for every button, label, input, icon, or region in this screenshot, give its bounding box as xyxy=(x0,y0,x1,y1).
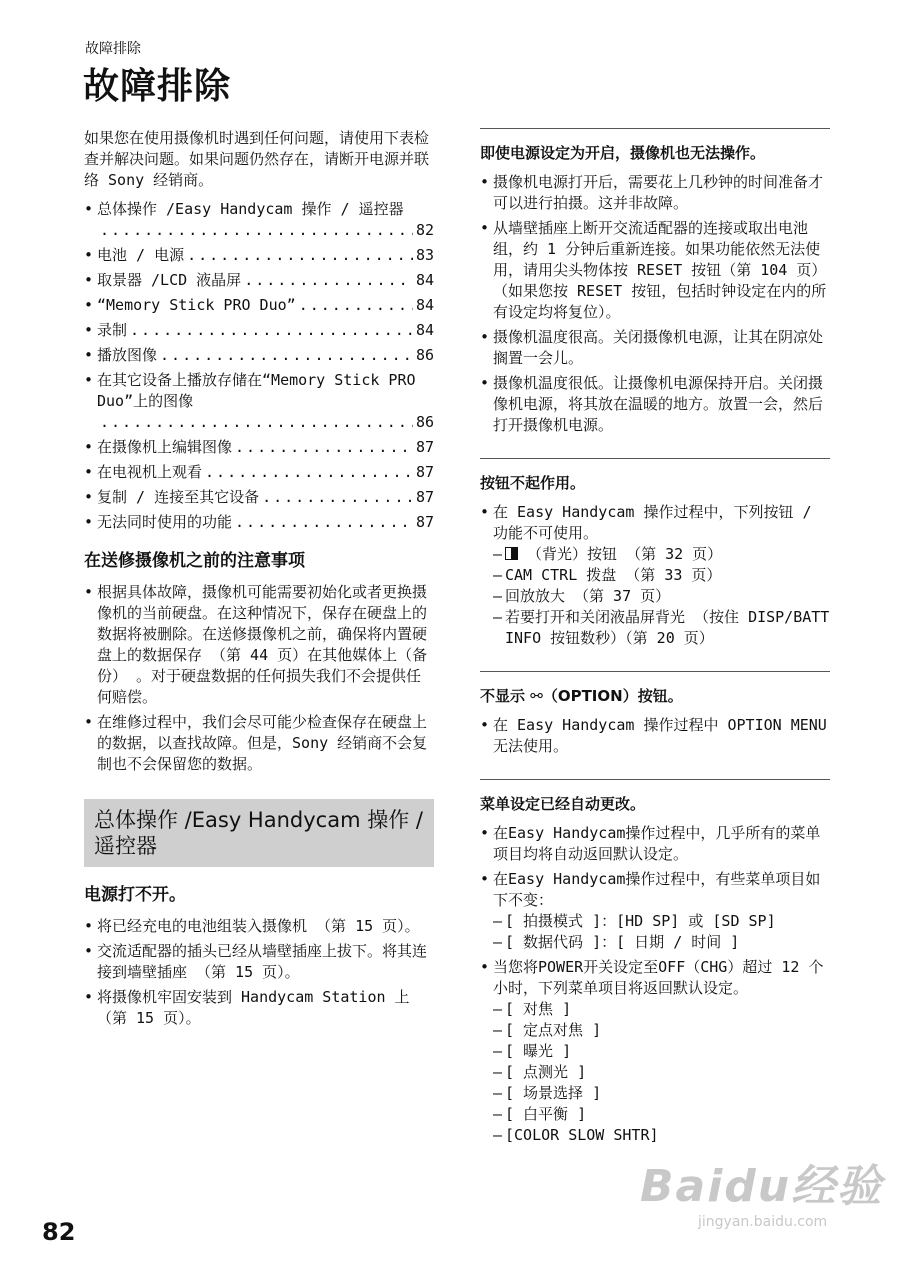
sub-item: – CAM CTRL 拨盘 （第 33 页） xyxy=(493,565,830,586)
sub-item: – [ 白平衡 ] xyxy=(493,1104,830,1125)
buttons-block xyxy=(480,458,830,649)
toc-item[interactable]: • 在摄像机上编辑图像 ..... 87 xyxy=(84,437,434,458)
list-item: • 摄像机温度很低。让摄像机电源保持开启。关闭摄像机电源，将其放在温暖的地方。放置一会，然后打开摄像机电源。 xyxy=(480,373,830,436)
list-item: • 摄像机电源打开后，需要花上几秒钟的时间准备才可以进行拍摄。这并非故障。 xyxy=(480,172,830,214)
buttons-sublist xyxy=(493,544,830,649)
toc-item[interactable]: • 电池 / 电源 ..... 83 xyxy=(84,245,434,266)
section-heading-box: 总体操作 /Easy Handycam 操作 / 遥控器 xyxy=(84,799,434,867)
toc-page: 87 xyxy=(415,463,434,481)
toc-page: 83 xyxy=(415,246,434,264)
menu-heading: 菜单设定已经自动更改。 xyxy=(480,795,646,813)
list-item: • 将摄像机牢固安装到 Handycam Station 上 （第 15 页）。 xyxy=(84,987,434,1029)
toc-item[interactable]: • 在其它设备上播放存储在“Memory Stick PRO Duo”上的图像 ..... 86 xyxy=(84,370,434,433)
toc-item[interactable]: • 复制 / 连接至其它设备 ..... 87 xyxy=(84,487,434,508)
watermark-url: jingyan.baidu.com xyxy=(698,1214,828,1230)
right-column xyxy=(480,128,830,1150)
menu-sublist-a xyxy=(493,911,830,953)
list-item: • 在Easy Handycam操作过程中，有些菜单项目如下不变： – [ 拍摄模式 ]：[HD SP] 或 [SD SP] – [ 数据代码 ]：[ 日期 / 时间 ] xyxy=(480,869,830,953)
toc-page: 84 xyxy=(415,271,434,289)
menu-sublist-b xyxy=(493,999,830,1146)
toc-item[interactable]: • 无法同时使用的功能 ..... 87 xyxy=(84,512,434,533)
toc-item[interactable]: • 在电视机上观看 ..... 87 xyxy=(84,462,434,483)
list-item: • 在 Easy Handycam 操作过程中 OPTION MENU 无法使用。 xyxy=(480,715,830,757)
toc-page: 84 xyxy=(415,321,434,339)
option-list xyxy=(480,715,830,757)
sub-item: – [ 拍摄模式 ]：[HD SP] 或 [SD SP] xyxy=(493,911,830,932)
list-item: • 在维修过程中，我们会尽可能少检查保存在硬盘上的数据，以查找故障。但是，Sony 经销商不会复制也不会保留您的数据。 xyxy=(84,712,434,775)
toc-item[interactable]: • 录制 ..... 84 xyxy=(84,320,434,341)
list-item: • 摄像机温度很高。关闭摄像机电源，让其在阴凉处搁置一会儿。 xyxy=(480,327,830,369)
still-off-block xyxy=(480,128,830,436)
watermark-logo: Baidu经验 xyxy=(640,1161,884,1212)
toc-item[interactable]: • 播放图像 ..... 86 xyxy=(84,345,434,366)
sub-item: – [ 场景选择 ] xyxy=(493,1083,830,1104)
toc-page: 86 xyxy=(415,413,434,431)
toc-page: 87 xyxy=(415,438,434,456)
toc-item[interactable]: • 总体操作 /Easy Handycam 操作 / 遥控器 ..... 82 xyxy=(84,199,434,241)
option-icon: ⚯ xyxy=(530,687,543,705)
left-column xyxy=(84,128,434,1033)
still-off-heading: 即使电源设定为开启，摄像机也无法操作。 xyxy=(480,144,766,162)
buttons-list xyxy=(480,502,830,649)
repair-list xyxy=(84,582,434,775)
breadcrumb: 故障排除 xyxy=(85,41,141,57)
list-item: • 交流适配器的插头已经从墙壁插座上拔下。将其连接到墙壁插座 （第 15 页）。 xyxy=(84,941,434,983)
menu-block xyxy=(480,779,830,1146)
toc-page: 86 xyxy=(415,346,434,364)
page-number: 82 xyxy=(42,1218,76,1246)
option-heading: 不显示 ⚯（OPTION）按钮。 xyxy=(480,687,683,705)
buttons-heading: 按钮不起作用。 xyxy=(480,474,586,492)
intro-paragraph: 如果您在使用摄像机时遇到任何问题，请使用下表检查并解决问题。如果问题仍然存在，请断开电源并联络 Sony 经销商。 xyxy=(84,129,430,189)
backlight-icon xyxy=(505,547,518,560)
still-off-list xyxy=(480,172,830,436)
menu-list xyxy=(480,823,830,1146)
power-heading: 电源打不开。 xyxy=(84,885,186,905)
page-title: 故障排除 xyxy=(83,66,232,107)
repair-heading: 在送修摄像机之前的注意事项 xyxy=(84,551,305,571)
toc-page: 87 xyxy=(415,513,434,531)
option-block xyxy=(480,671,830,757)
sub-item: – [ 数据代码 ]：[ 日期 / 时间 ] xyxy=(493,932,830,953)
list-item: • 在 Easy Handycam 操作过程中，下列按钮 / 功能不可使用。 – （背光）按钮 （第 32 页） – CAM CTRL 拨盘 （第 33 页） – 回放放大 （第 37 页） – 若要打开和关闭液晶屏背光 （按住 DISP/BATT INFO 按钮数秒）（第 20 页） xyxy=(480,502,830,649)
sub-item: – [ 定点对焦 ] xyxy=(493,1020,830,1041)
sub-item: – [ 对焦 ] xyxy=(493,999,830,1020)
toc-list xyxy=(84,199,434,533)
list-item: • 根据具体故障，摄像机可能需要初始化或者更换摄像机的当前硬盘。在这种情况下，保存在硬盘上的数据将被删除。在送修摄像机之前，确保将内置硬盘上的数据保存 （第 44 页）在其他媒体上（备份） 。对于硬盘数据的任何损失我们不会提供任何赔偿。 xyxy=(84,582,434,708)
list-item: • 当您将POWER开关设定至OFF（CHG）超过 12 个小时，下列菜单项目将返回默认设定。 – [ 对焦 ] – [ 定点对焦 ] – [ 曝光 ] – [ 点测光 ] – [ 场景选择 ] – [ 白平衡 ] – [COLOR SLOW SHTR] xyxy=(480,957,830,1146)
toc-page: 87 xyxy=(415,488,434,506)
toc-page: 84 xyxy=(415,296,434,314)
toc-item[interactable]: • “Memory Stick PRO Duo” ..... 84 xyxy=(84,295,434,316)
sub-item: – [ 点测光 ] xyxy=(493,1062,830,1083)
list-item: • 在Easy Handycam操作过程中，几乎所有的菜单项目均将自动返回默认设定。 xyxy=(480,823,830,865)
toc-item[interactable]: • 取景器 /LCD 液晶屏 ..... 84 xyxy=(84,270,434,291)
sub-item: – 回放放大 （第 37 页） xyxy=(493,586,830,607)
power-list xyxy=(84,916,434,1029)
sub-item: – 若要打开和关闭液晶屏背光 （按住 DISP/BATT INFO 按钮数秒）（第 20 页） xyxy=(493,607,830,649)
toc-page: 82 xyxy=(415,221,434,239)
list-item: • 将已经充电的电池组装入摄像机 （第 15 页）。 xyxy=(84,916,434,937)
sub-item: – [ 曝光 ] xyxy=(493,1041,830,1062)
sub-item: – [COLOR SLOW SHTR] xyxy=(493,1125,830,1146)
sub-item: – （背光）按钮 （第 32 页） xyxy=(493,544,830,565)
list-item: • 从墙壁插座上断开交流适配器的连接或取出电池组，约 1 分钟后重新连接。如果功能依然无法使用，请用尖头物体按 RESET 按钮（第 104 页）（如果您按 RESET 按钮，包括时钟设定在内的所有设定均将复位）。 xyxy=(480,218,830,323)
watermark xyxy=(640,1150,890,1260)
